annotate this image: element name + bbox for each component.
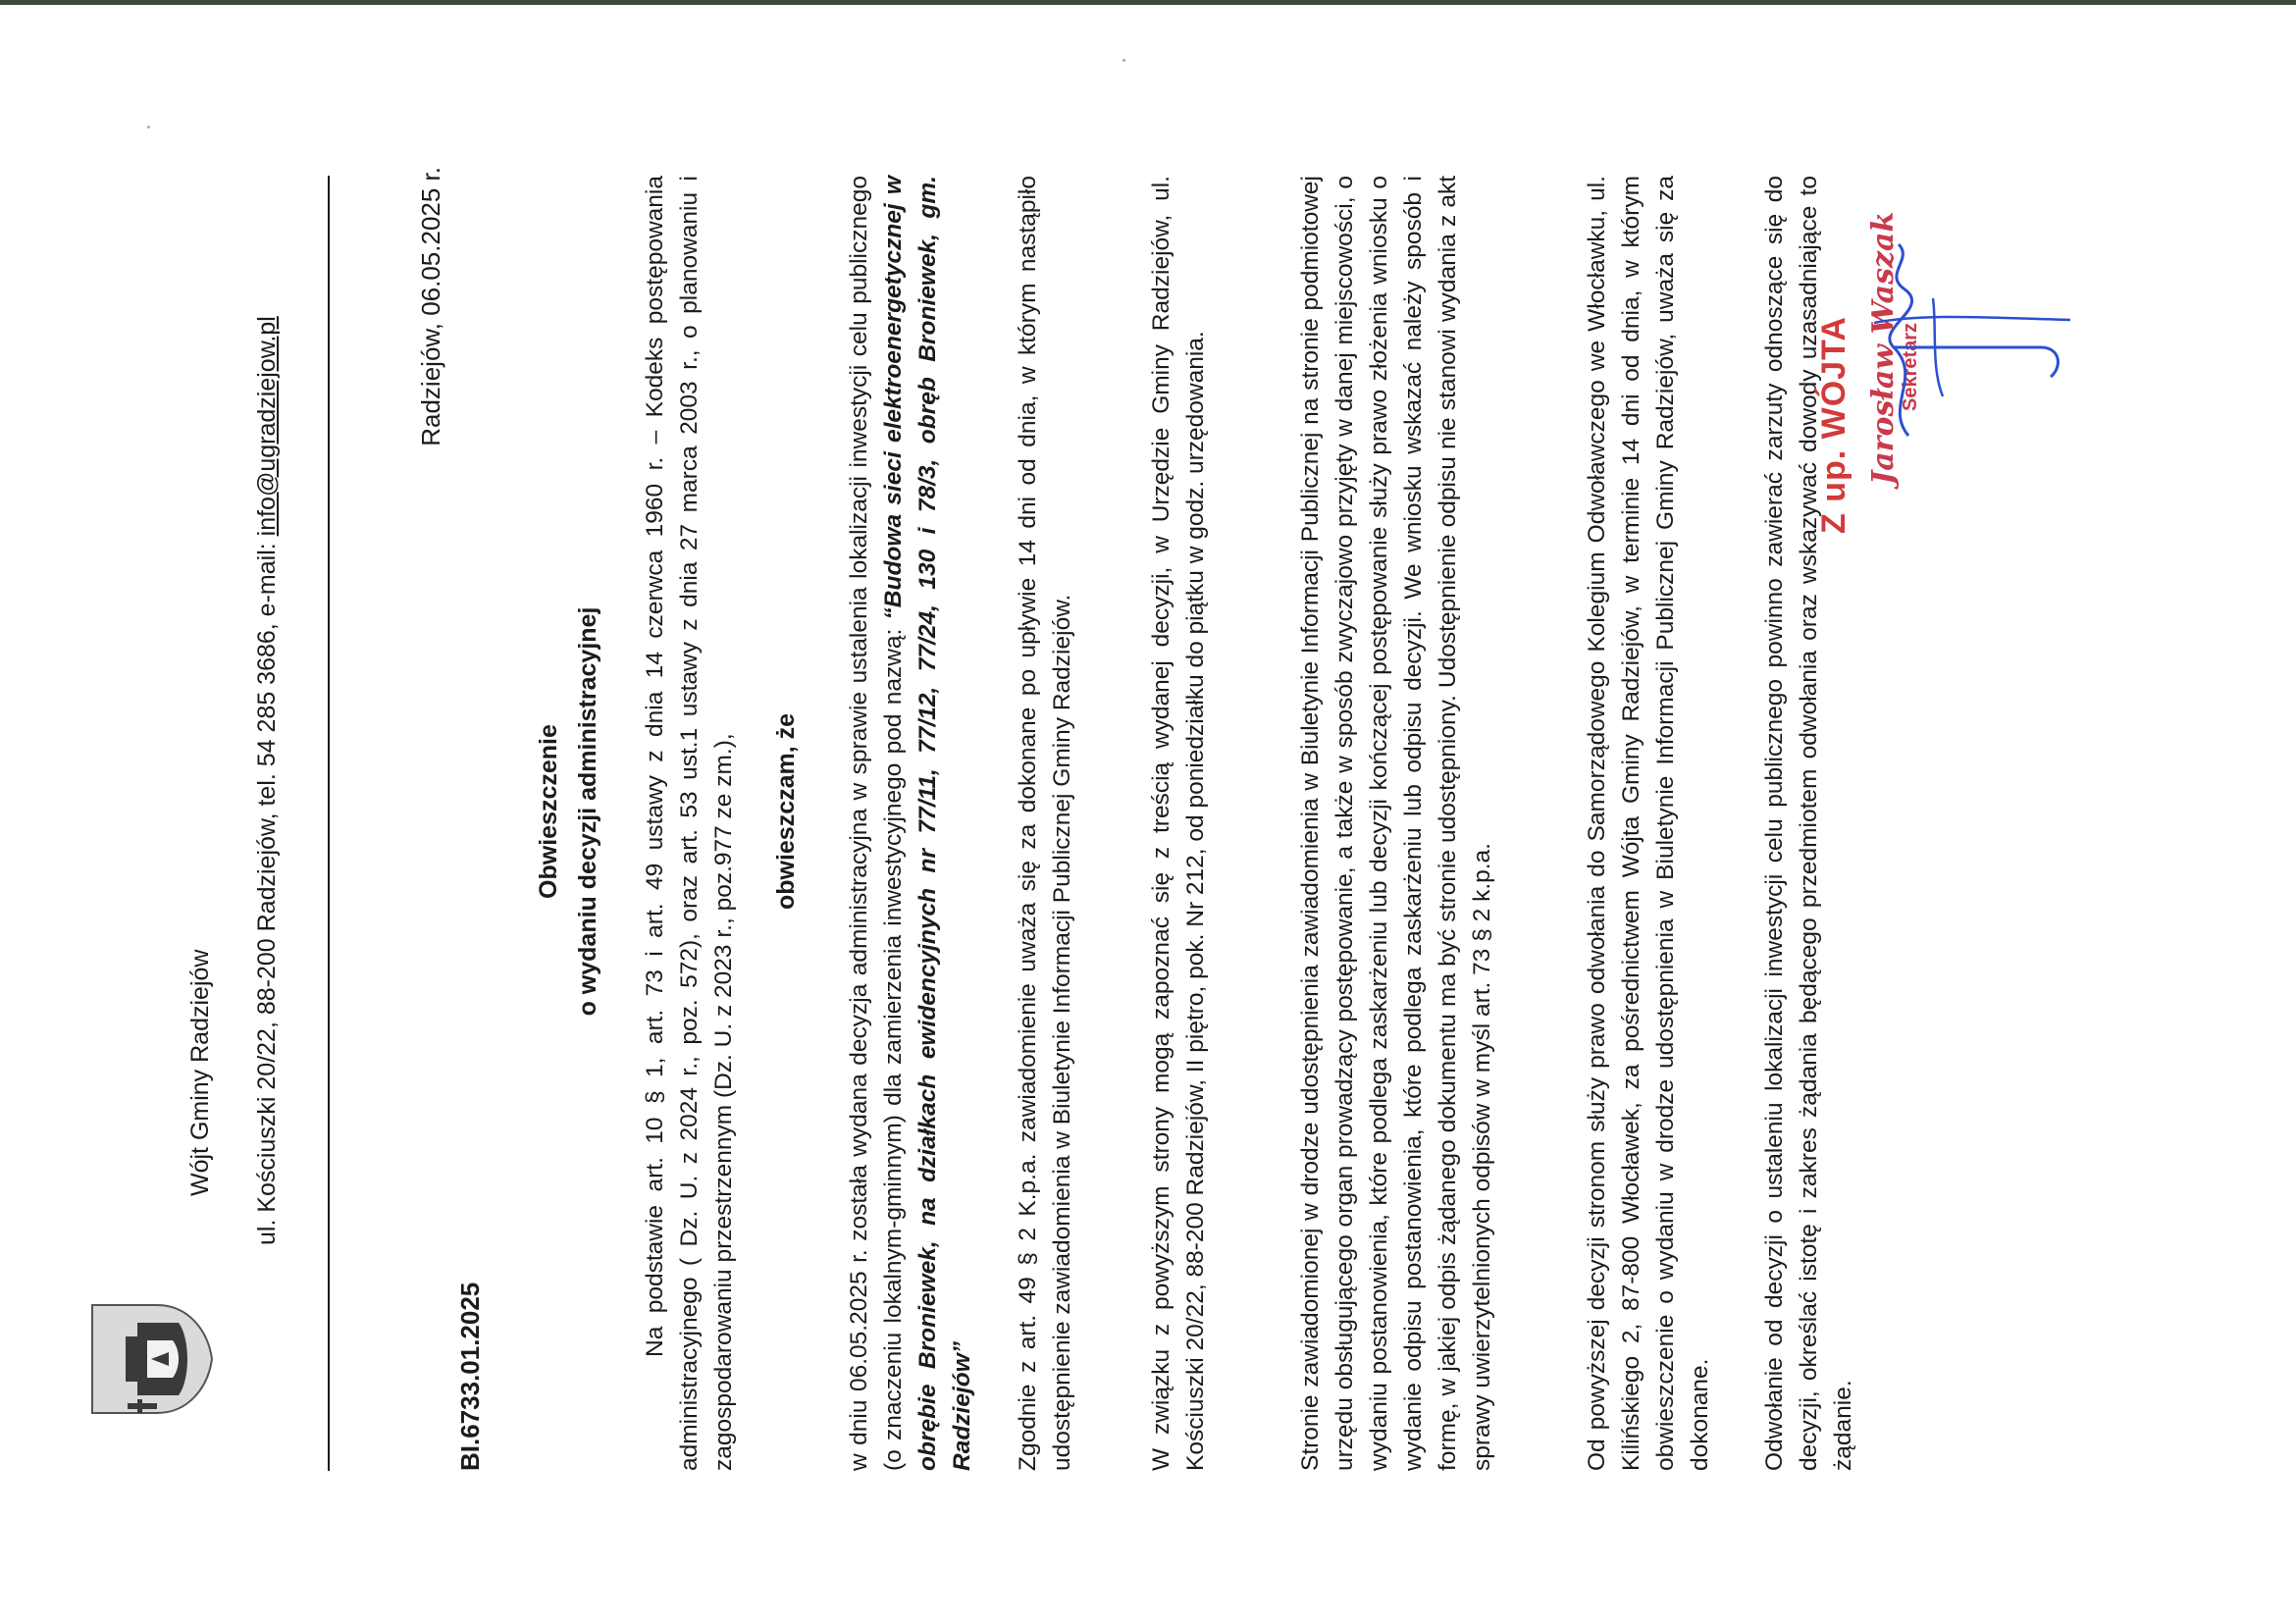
stamp-authority: Z up. WÓJTA xyxy=(1815,316,1852,534)
coat-of-arms-icon xyxy=(88,1301,214,1417)
place-date: Radziejów, 06.05.2025 r. xyxy=(416,167,445,446)
handwritten-signature-icon xyxy=(1815,200,2090,495)
header-divider xyxy=(328,176,330,1471)
reference-number: BI.6733.01.2025 xyxy=(455,1282,485,1471)
declaration: obwieszczam, że xyxy=(772,712,800,911)
signature-stamp xyxy=(1815,181,2100,534)
project-name: “Budowa sieci elektroenergetycznej w obrębie Broniewek, na działkach ewidencyjnych nr 77/11, 77/12, 77/24, 130 i 78/3, obręb Broniewek, gm. Radziejów” xyxy=(880,176,975,1471)
notification-paragraph: Zgodnie z art. 49 § 2 K.p.a. zawiadomienie uważa się za dokonane po upływie 14 dni od dnia, w którym nastąpiło udostępnienie zawiadomienia w Biuletynie Informacji Publicznej Gminy Radziejów. xyxy=(1015,176,1075,1471)
legal-basis-paragraph: Na podstawie art. 10 § 1, art. 73 i art. 49 ustawy z dnia 14 czerwca 1960 r. – Kodeks postępowania administracyjnego ( Dz. U. z 2024 r., poz. 572), oraz art. 53 ust.1 ustawy z dnia 27 marca 2003 r., o planowaniu i zagospodarowaniu przestrzennym (Dz. U. z 2023 r., poz.977 ze zm.), xyxy=(642,176,737,1471)
issuer-address xyxy=(253,316,282,1245)
decision-intro: w dniu 06.05.2025 r. została wydana decyzja administracyjna w sprawie ustalenia lokalizacji inwestycji celu publicznego (o znaczeniu lokalnym-gminnym) dla zamierzenia inwestycyjnego pod nazwą: xyxy=(846,176,907,1471)
document-subtitle: o wydaniu decyzji administracyjnej xyxy=(574,606,601,1017)
stamp-position: Sekretarz xyxy=(1900,322,1921,411)
appeal-paragraph: Od powyższej decyzji stronom służy prawo odwołania do Samorządowego Kolegium Odwoławczego we Włocławku, ul. Kilińskiego 2, 87-800 Włocławek, za pośrednictwem Wójta Gminy Radziejów, w terminie 14 dni od dnia, w którym obwieszczenie o wydaniu w drodze udostępnienia w Biuletynie Informacji Publicznej Gminy Radziejów, uważa się za dokonane. xyxy=(1584,176,1713,1471)
appeal-content-paragraph: Odwołanie od decyzji o ustaleniu lokalizacji inwestycji celu publicznego powinno zawierać zarzuty odnoszące się do decyzji, określać istotę i zakres żądania będącego przedmiotem odwołania oraz wskazywać dowody uzasadniające to żądanie. xyxy=(1761,176,1856,1471)
document-title: Obwieszczenie xyxy=(535,724,562,899)
copy-request-paragraph: Stronie zawiadomionej w drodze udostępnienia zawiadomienia w Biuletynie Informacji Publicznej na stronie podmiotowej urzędu obsługującego organ prowadzący postępowanie, a także w sposób zwyczajowo przyjęty w danej miejscowości, o wydaniu postanowienia, które podlega zaskarżeniu lub decyzji kończącej postępowanie służy prawo złożenia wniosku o wydanie odpisu postanowienia, które podlega zaskarżeniu lub odpisu decyzji. We wniosku wskazać należy sposób i formę, w jakiej odpis żądanego dokumentu ma być stronie udostępniony. Udostępnienie odpisu nie stanowi wydania z akt sprawy uwierzytelnionych odpisów w myśl art. 73 § 2 k.p.a. xyxy=(1297,176,1495,1471)
inspection-paragraph: W związku z powyższym strony mogą zapoznać się z treścią wydanej decyzji, w Urzędzie Gminy Radziejów, ul. Kościuszki 20/22, 88-200 Radziejów, II piętro, pok. Nr 212, od poniedziałku do piątku w godz. urzędowania. xyxy=(1148,176,1209,1471)
address-text: ul. Kościuszki 20/22, 88-200 Radziejów, tel. 54 285 3686, e-mail: xyxy=(253,536,281,1245)
email-link[interactable]: info@ugradziejow.pl xyxy=(253,316,281,537)
decision-paragraph xyxy=(842,176,979,1471)
stamp-signatory: Jarosław Waszak xyxy=(1866,211,1901,485)
issuer-name: Wójt Gminy Radziejów xyxy=(186,949,214,1196)
